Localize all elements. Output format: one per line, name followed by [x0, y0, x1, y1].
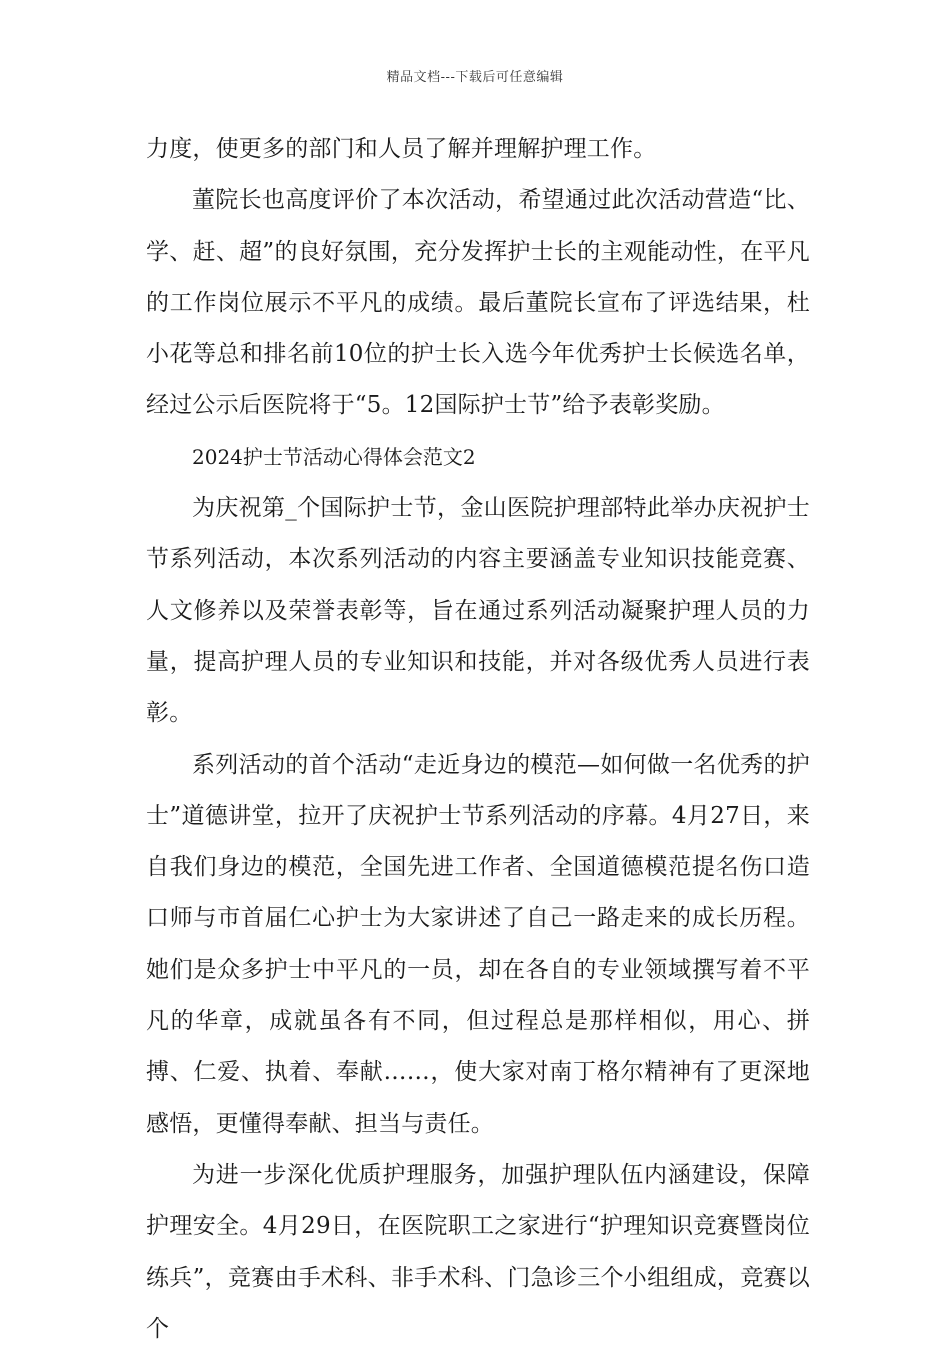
page-header: 精品文档---下载后可任意编辑 [386, 70, 564, 85]
document-body [146, 124, 810, 1355]
section-heading: 2024护士节活动心得体会范文2 [192, 444, 476, 469]
paragraph-director-evaluation: 董院长也高度评价了本次活动，希望通过此次活动营造“比、学、赶、超”的良好氛围，充分发挥护士长的主观能动性，在平凡的工作岗位展示不平凡的成绩。最后董院长宣布了评选结果，杜小花等总和排名前10位的护士长入选今年优秀护士长候选名单，经过公示后医院将于“5。12国际护士节”给予表彰奖励。 [146, 187, 810, 419]
paragraph-knowledge-contest: 为进一步深化优质护理服务，加强护理队伍内涵建设，保障护理安全。4月29日，在医院职工之家进行“护理知识竞赛暨岗位练兵”，竞赛由手术科、非手术科、门急诊三个小组组成，竞赛以个 [146, 1161, 810, 1342]
paragraph-continuation: 力度，使更多的部门和人员了解并理解护理工作。 [146, 136, 657, 162]
paragraph-celebration-intro: 为庆祝第_个国际护士节，金山医院护理部特此举办庆祝护士节系列活动，本次系列活动的内容主要涵盖专业知识技能竞赛、人文修养以及荣誉表彰等，旨在通过系列活动凝聚护理人员的力量，提高护理人员的专业知识和技能，并对各级优秀人员进行表彰。 [146, 495, 810, 727]
paragraph-moral-lecture: 系列活动的首个活动“走近身边的模范—如何做一名优秀的护士”道德讲堂，拉开了庆祝护士节系列活动的序幕。4月27日，来自我们身边的模范，全国先进工作者、全国道德模范提名伤口造口师与市首届仁心护士为大家讲述了自己一路走来的成长历程。她们是众多护士中平凡的一员，却在各自的专业领域撰写着不平凡的华章，成就虽各有不同，但过程总是那样相似，用心、拼搏、仁爱、执着、奉献……，使大家对南丁格尔精神有了更深地感悟，更懂得奉献、担当与责任。 [146, 751, 810, 1137]
